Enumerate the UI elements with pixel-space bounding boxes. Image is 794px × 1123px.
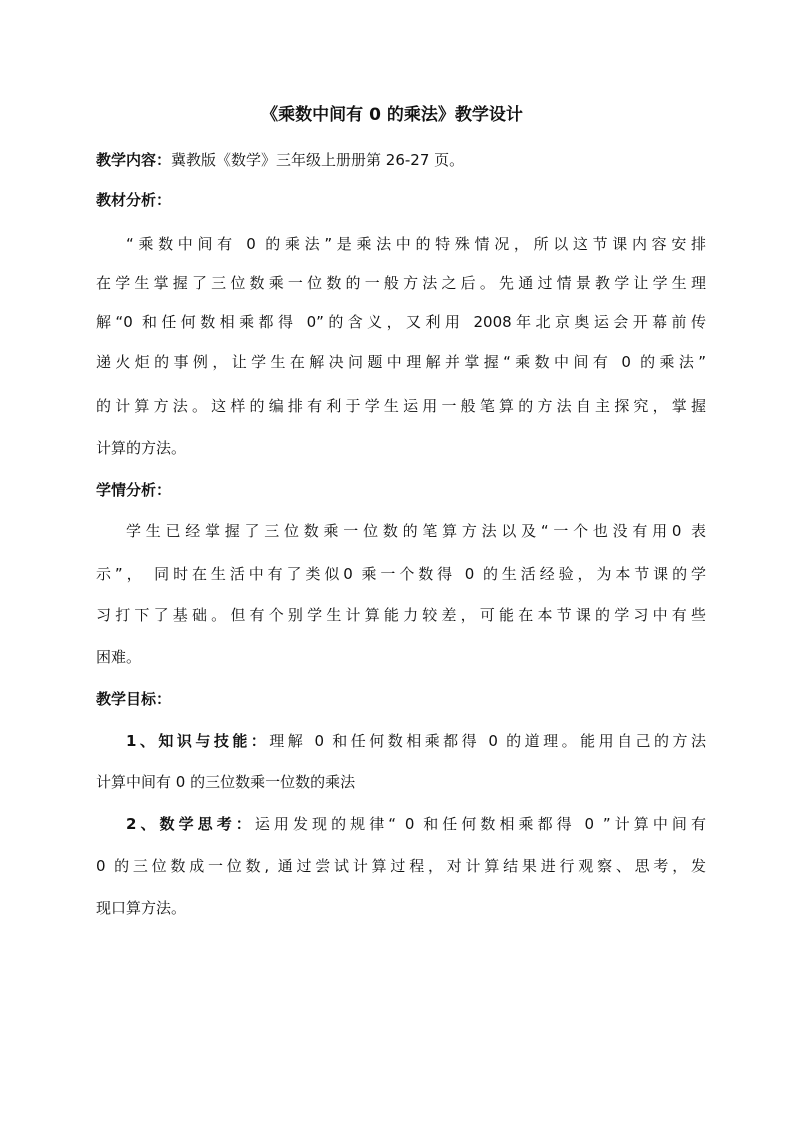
material-analysis-paragraph-line: “乘数中间有 0 的乘法”是乘法中的特殊情况，所以这节课内容安排 [126,235,706,253]
teaching-objectives-heading: 教学目标： [96,690,172,708]
learner-analysis-paragraph-line: 示”， 同时在生活中有了类似0 乘一个数得 0 的生活经验，为本节课的学 [96,565,706,583]
learner-analysis-paragraph-line: 习打下了基础。但有个别学生计算能力较差，可能在本节课的学习中有些 [96,606,706,624]
teaching-content-text: 冀教版《数学》三年级上册册第 26-27 页。 [171,151,465,169]
objective-label: 1、知识与技能： [126,732,270,750]
objective-continuation-line: 现口算方法。 [96,899,187,917]
objective-item-math-thinking [126,809,706,839]
objective-text: 运用发现的规律“ 0 和任何数相乘都得 0 ”计算中间有 [254,815,706,833]
objective-continuation-line: 0 的三位数成一位数, 通过尝试计算过程，对计算结果进行观察、思考，发 [96,857,706,875]
teaching-content-line [96,145,706,175]
learner-analysis-paragraph-line: 困难。 [96,648,142,666]
document-title: 《乘数中间有 0 的乘法》教学设计 [261,105,523,125]
material-analysis-paragraph-line: 的计算方法。这样的编排有利于学生运用一般笔算的方法自主探究，掌握 [96,397,706,415]
teaching-content-label: 教学内容： [96,151,172,169]
material-analysis-paragraph-line: 递火炬的事例，让学生在解决问题中理解并掌握“乘数中间有 0 的乘法” [96,353,706,371]
learner-analysis-paragraph-line: 学生已经掌握了三位数乘一位数的笔算方法以及“一个也没有用0 表 [126,522,706,540]
objective-text: 理解 0 和任何数相乘都得 0 的道理。能用自己的方法 [269,732,706,750]
material-analysis-paragraph-line: 在学生掌握了三位数乘一位数的一般方法之后。先通过情景教学让学生理 [96,274,706,292]
material-analysis-paragraph-line: 计算的方法。 [96,439,187,457]
objective-item-knowledge [126,726,706,756]
objective-label: 2、数学思考： [126,815,255,833]
material-analysis-heading: 教材分析： [96,191,172,209]
learner-analysis-heading: 学情分析： [96,481,172,499]
material-analysis-paragraph-line: 解“0 和任何数相乘都得 0”的含义，又利用 2008年北京奥运会开幕前传 [96,313,706,331]
objective-continuation-line: 计算中间有 0 的三位数乘一位数的乘法 [96,773,356,791]
